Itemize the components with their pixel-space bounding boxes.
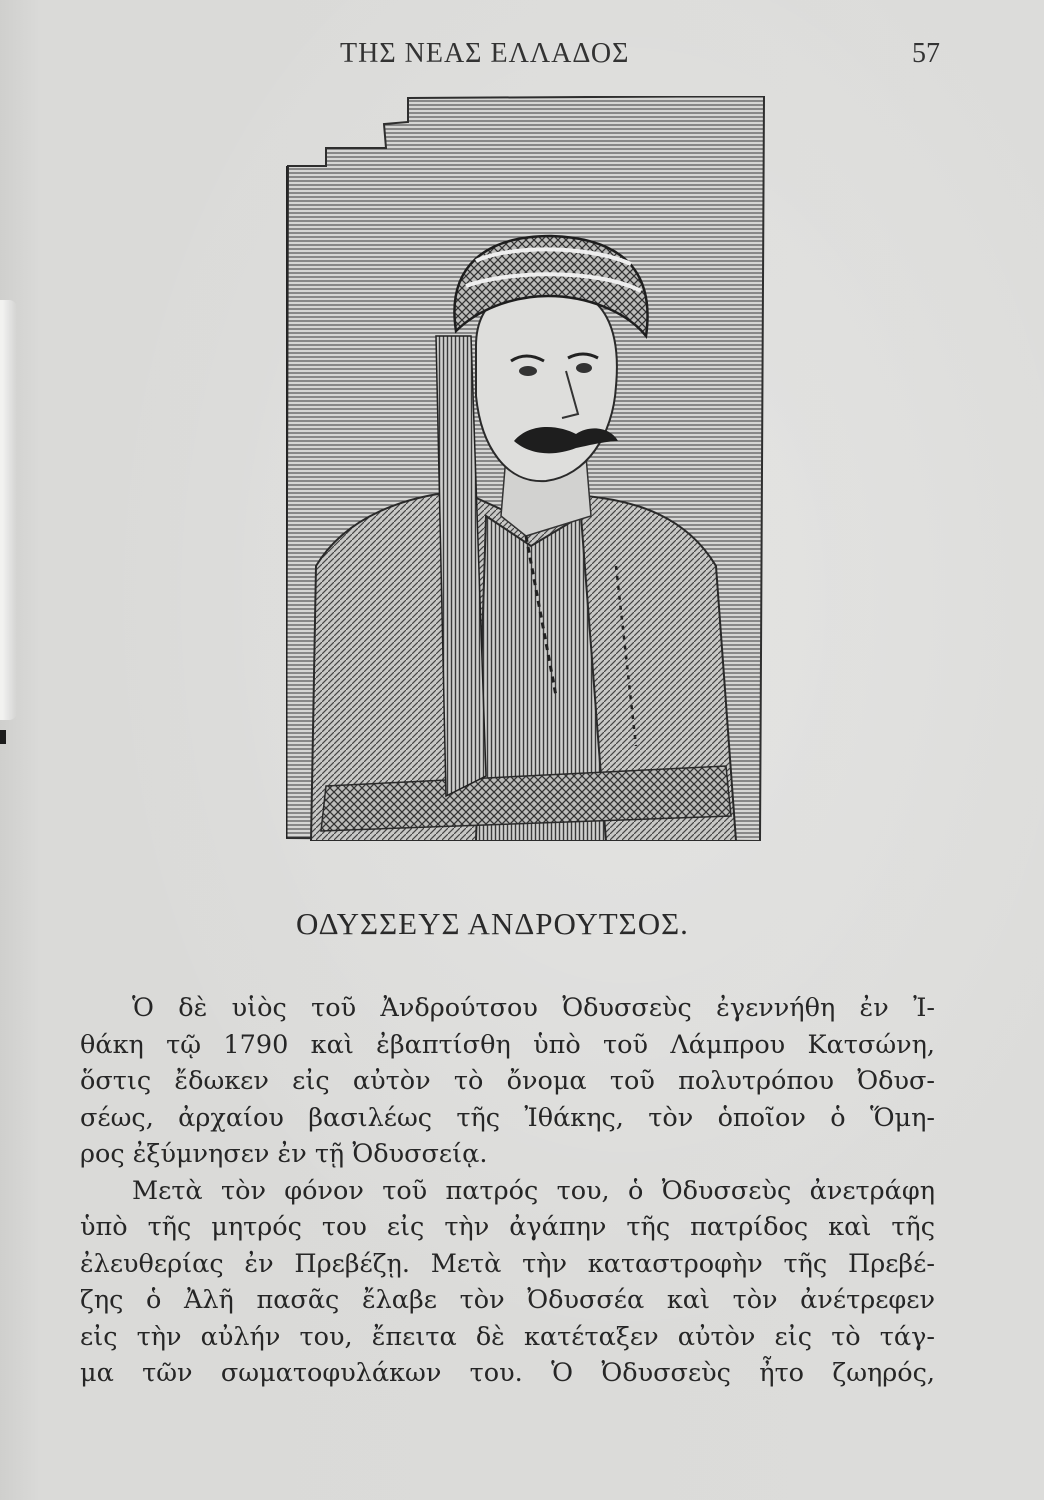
text-line: ὅστις ἔδωκεν εἰς αὐτὸν τὸ ὄνομα τοῦ πολυτρόπου Ὀδυσ- <box>80 1066 935 1096</box>
binding-mark <box>0 730 6 744</box>
portrait-engraving <box>286 96 768 841</box>
text-line: ὑπὸ τῆς μητρός του εἰς τὴν ἀγάπην τῆς πατρίδος καὶ τῆς <box>80 1212 935 1242</box>
text-line: σέως, ἀρχαίου βασιλέως τῆς Ἰθάκης, τὸν ὁποῖον ὁ Ὅμη- <box>80 1102 935 1133</box>
text-line: ἐλευθερίας ἐν Πρεβέζῃ. Μετὰ τὴν καταστροφὴν τῆς Πρεβέ- <box>80 1248 935 1279</box>
text-line: ρος ἐξύμνησεν ἐν τῇ Ὀδυσσείᾳ. <box>80 1139 488 1169</box>
text-line: μα τῶν σωματοφυλάκων του. Ὁ Ὀδυσσεὺς ἦτο ζωηρός, <box>80 1358 935 1388</box>
text-line: εἰς τὴν αὐλήν του, ἔπειτα δὲ κατέταξεν αὐτὸν εἰς τὸ τάγ- <box>80 1321 935 1352</box>
portrait-caption: ΟΔΥΣΣΕΥΣ ΑΝΔΡΟΥΤΣΟΣ. <box>296 906 689 941</box>
body-paragraphs <box>80 990 935 1392</box>
running-header: ΤΗΣ ΝΕΑΣ ΕΛΛΑΔΟΣ <box>340 38 630 69</box>
binding-thread <box>0 300 17 720</box>
text-line: ζης ὁ Ἀλῆ πασᾶς ἔλαβε τὸν Ὀδυσσέα καὶ τὸν ἀνέτρεφεν <box>80 1285 935 1315</box>
portrait-illustration <box>286 96 768 841</box>
page-number: 57 <box>912 38 940 69</box>
text-line: Ὁ δὲ υἱὸς τοῦ Ἀνδρούτσου Ὀδυσσεὺς ἐγεννήθη ἐν Ἰ- <box>132 993 935 1023</box>
text-line: Μετὰ τὸν φόνον τοῦ πατρός του, ὁ Ὀδυσσεὺς ἀνετράφη <box>132 1175 935 1206</box>
text-line: θάκη τῷ 1790 καὶ ἐβαπτίσθη ὑπὸ τοῦ Λάμπρου Κατσώνη, <box>80 1029 935 1060</box>
